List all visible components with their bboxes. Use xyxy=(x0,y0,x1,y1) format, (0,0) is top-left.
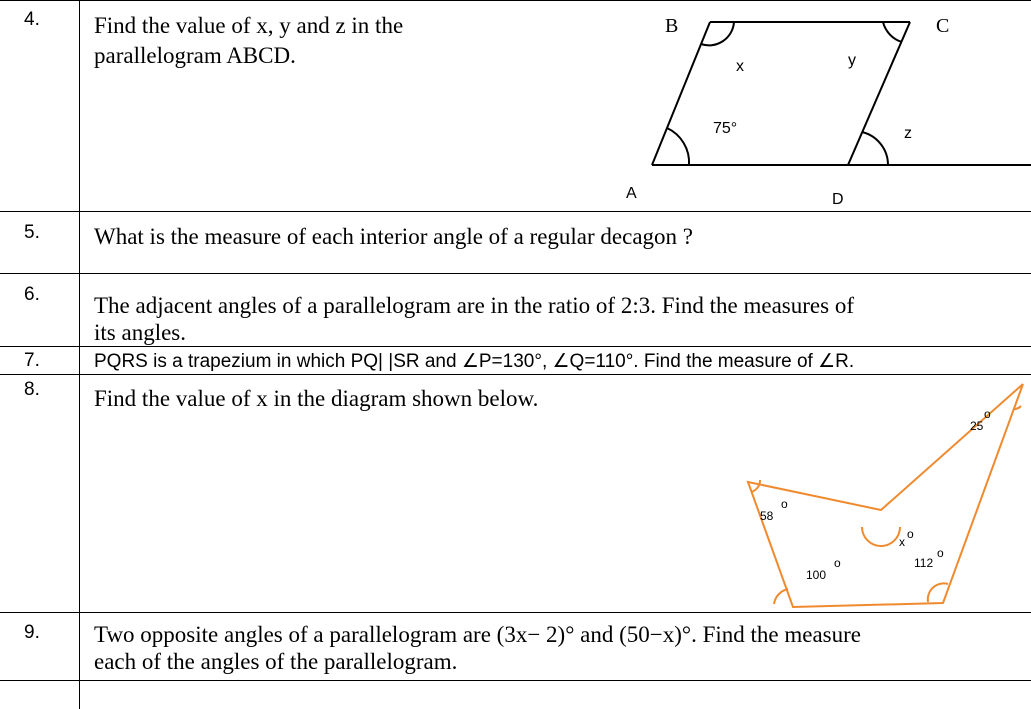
row-divider xyxy=(0,374,1031,375)
angle-label-112: 112 xyxy=(914,556,934,570)
question-text: What is the measure of each interior angle of a regular decagon ? xyxy=(94,224,693,249)
row-divider xyxy=(0,211,1031,212)
angle-arc-z xyxy=(862,132,888,165)
angle-arc-a xyxy=(667,128,689,165)
question-text: its angles. xyxy=(94,320,186,345)
angle-label-58: 58 xyxy=(760,509,774,523)
question-number: 4. xyxy=(24,9,40,30)
question-text: Two opposite angles of a parallelogram are (3x− 2)° and (50−x)°. Find the measure xyxy=(94,622,861,647)
angle-label-x: x xyxy=(899,535,905,549)
table-border-top xyxy=(0,0,1031,1)
degree-mark: o xyxy=(907,527,914,541)
polygon-figure xyxy=(730,376,1031,612)
degree-mark: o xyxy=(984,407,991,421)
vertex-label-b: B xyxy=(665,15,679,37)
column-divider xyxy=(79,0,80,709)
vertex-label-a: A xyxy=(626,185,637,202)
question-text: parallelogram ABCD. xyxy=(94,43,296,68)
angle-arc-100 xyxy=(774,589,788,604)
angle-label-y: y xyxy=(848,52,856,69)
question-number: 5. xyxy=(24,222,40,243)
question-number: 8. xyxy=(24,379,40,400)
vertex-label-c: C xyxy=(936,15,950,37)
angle-label-75: 75° xyxy=(713,120,738,137)
angle-arc-58 xyxy=(751,480,760,492)
question-number: 7. xyxy=(24,350,40,371)
question-text: The adjacent angles of a parallelogram are in the ratio of 2:3. Find the measures of xyxy=(94,293,854,318)
question-text: each of the angles of the parallelogram. xyxy=(94,649,458,674)
angle-label-100: 100 xyxy=(806,568,827,582)
angle-arc-reflex xyxy=(862,527,900,546)
vertex-label-d: D xyxy=(832,191,844,208)
side-cd xyxy=(848,22,910,165)
polygon-outline xyxy=(748,384,1023,607)
question-text: Find the value of x in the diagram shown below. xyxy=(94,386,539,411)
question-text: Find the value of x, y and z in the xyxy=(94,13,404,38)
question-number: 6. xyxy=(24,284,40,305)
row-divider xyxy=(0,273,1031,274)
angle-label-x: x xyxy=(736,58,744,75)
row-divider xyxy=(0,680,1031,681)
row-divider xyxy=(0,346,1031,347)
angle-label-z: z xyxy=(904,125,912,142)
degree-mark: o xyxy=(937,546,944,560)
parallelogram-figure xyxy=(600,5,1031,210)
degree-mark: o xyxy=(834,556,841,570)
angle-label-25: 25 xyxy=(970,419,984,433)
question-text: PQRS is a trapezium in which PQ| |SR and ∠P=130°, ∠Q=110°. Find the measure of ∠R. xyxy=(94,351,855,372)
angle-arc-y xyxy=(883,22,902,42)
row-divider xyxy=(0,612,1031,613)
degree-mark: o xyxy=(781,497,788,511)
question-number: 9. xyxy=(24,622,40,643)
